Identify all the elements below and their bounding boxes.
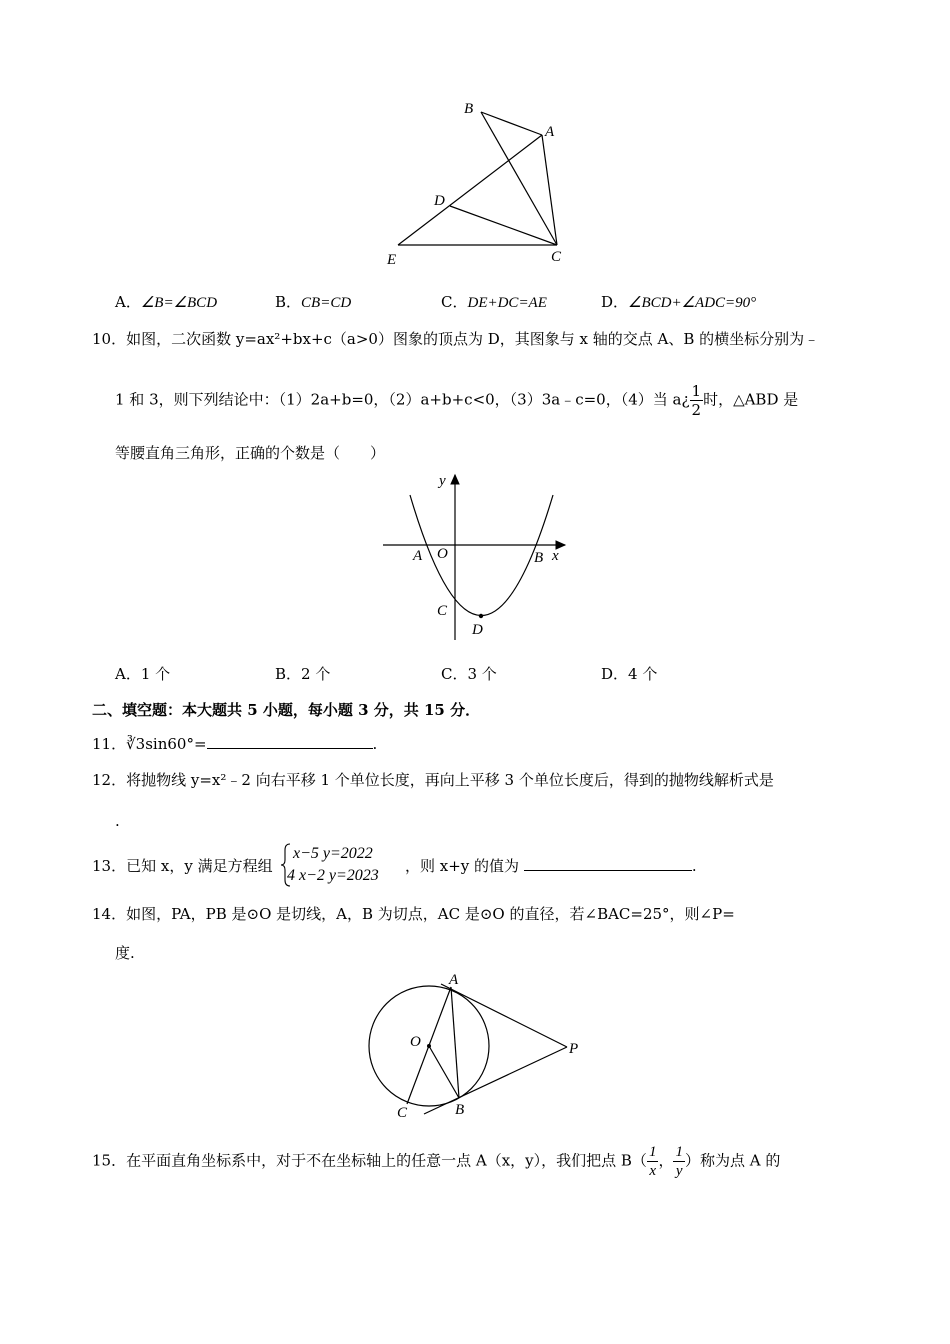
q9-option-c: C．DE+DC=AE <box>441 293 547 311</box>
q14-line2: 度. <box>115 944 135 962</box>
vertex-point-D <box>479 614 483 618</box>
label-P: P <box>569 1041 579 1057</box>
q14-line1: 14．如图，PA，PB 是⊙O 是切线，A，B 为切点，AC 是⊙O 的直径，若∠BAC=25°，则∠P= <box>92 905 735 923</box>
label-B: B <box>534 550 544 566</box>
q15: 15．在平面直角坐标系中，对于不在坐标轴上的任意一点 A（x，y），我们把点 B（ $\frac{1}{x}$ ， $\frac{1}{y}$ ）称为点 A 的 <box>92 1144 781 1179</box>
segment-OB <box>429 1046 459 1098</box>
q10-option-c: C．3 个 <box>441 665 497 683</box>
label-x: x <box>552 548 559 564</box>
q13-answer-blank[interactable] <box>524 856 692 871</box>
fraction-one-over-x: $\frac{1}{x}$ <box>648 1144 657 1179</box>
q12-line1: 12．将抛物线 y=x²﹣2 向右平移 1 个单位长度，再向上平移 3 个单位长度后，得到的抛物线解析式是 <box>92 771 774 789</box>
q13-equation-2: 4 x−2 y=2023 <box>287 867 379 884</box>
fraction-one-over-y: $\frac{1}{y}$ <box>675 1144 683 1179</box>
q13-equation-1: x−5 y=2022 <box>293 845 373 862</box>
q10-option-b: B．2 个 <box>275 665 331 683</box>
q10-line2: 1 和 3，则下列结论中：（1）2a+b=0，（2）a+b+c<0，（3）3a﹣c=0，（4）当 a¿ $\frac{1}{2}$ 时，△ABD 是 <box>115 382 799 419</box>
label-D: D <box>434 193 445 209</box>
segment-DC <box>450 206 557 245</box>
segment-AC <box>542 135 557 245</box>
chord-AB <box>451 987 459 1098</box>
label-A: A <box>545 124 555 140</box>
center-point-O <box>427 1044 431 1048</box>
label-E: E <box>387 252 397 268</box>
label-A: A <box>413 548 423 564</box>
figure-triangle <box>380 95 580 275</box>
section-heading: 二、填空题：本大题共 5 小题，每小题 3 分，共 15 分． <box>92 701 481 719</box>
figure-parabola <box>378 468 578 643</box>
label-D: D <box>472 622 483 638</box>
label-A: A <box>449 972 459 988</box>
label-y: y <box>439 473 446 489</box>
q13: 13．已知 x，y 满足方程组 <box>92 857 273 875</box>
q11-answer-blank[interactable] <box>207 734 373 749</box>
figure-circle-tangents <box>360 968 590 1123</box>
q12-line2: . <box>115 812 120 830</box>
label-C: C <box>397 1105 408 1121</box>
q10-option-a: A．1 个 <box>115 665 171 683</box>
q11: 11．∛3sin60°= . <box>92 735 378 753</box>
q9-option-b: B．CB=CD <box>275 293 352 311</box>
label-B: B <box>464 101 474 117</box>
parabola-curve <box>410 495 553 616</box>
q10-line1: 10．如图，二次函数 y=ax²+bx+c（a>0）图象的顶点为 D，其图象与 x 轴的交点 A、B 的横坐标分别为﹣ <box>92 330 820 348</box>
segment-BA <box>481 112 542 135</box>
segment-EA <box>398 135 542 245</box>
fraction-one-half: $\frac{1}{2}$ <box>691 382 702 419</box>
label-C: C <box>437 603 448 619</box>
q10-option-d: D．4 个 <box>601 665 658 683</box>
q13-tail: ，则 x+y 的值为 . <box>405 857 697 875</box>
label-B: B <box>455 1102 465 1118</box>
tangent-PA <box>441 984 567 1047</box>
label-O: O <box>437 546 448 562</box>
label-C: C <box>551 249 562 265</box>
q10-line3: 等腰直角三角形，正确的个数是（ ） <box>115 444 386 462</box>
tangent-PB <box>424 1047 567 1114</box>
label-O: O <box>410 1034 421 1050</box>
q9-option-d: D．∠BCD+∠ADC=90° <box>601 293 757 311</box>
q9-option-a: A．∠B=∠BCD <box>115 293 218 311</box>
